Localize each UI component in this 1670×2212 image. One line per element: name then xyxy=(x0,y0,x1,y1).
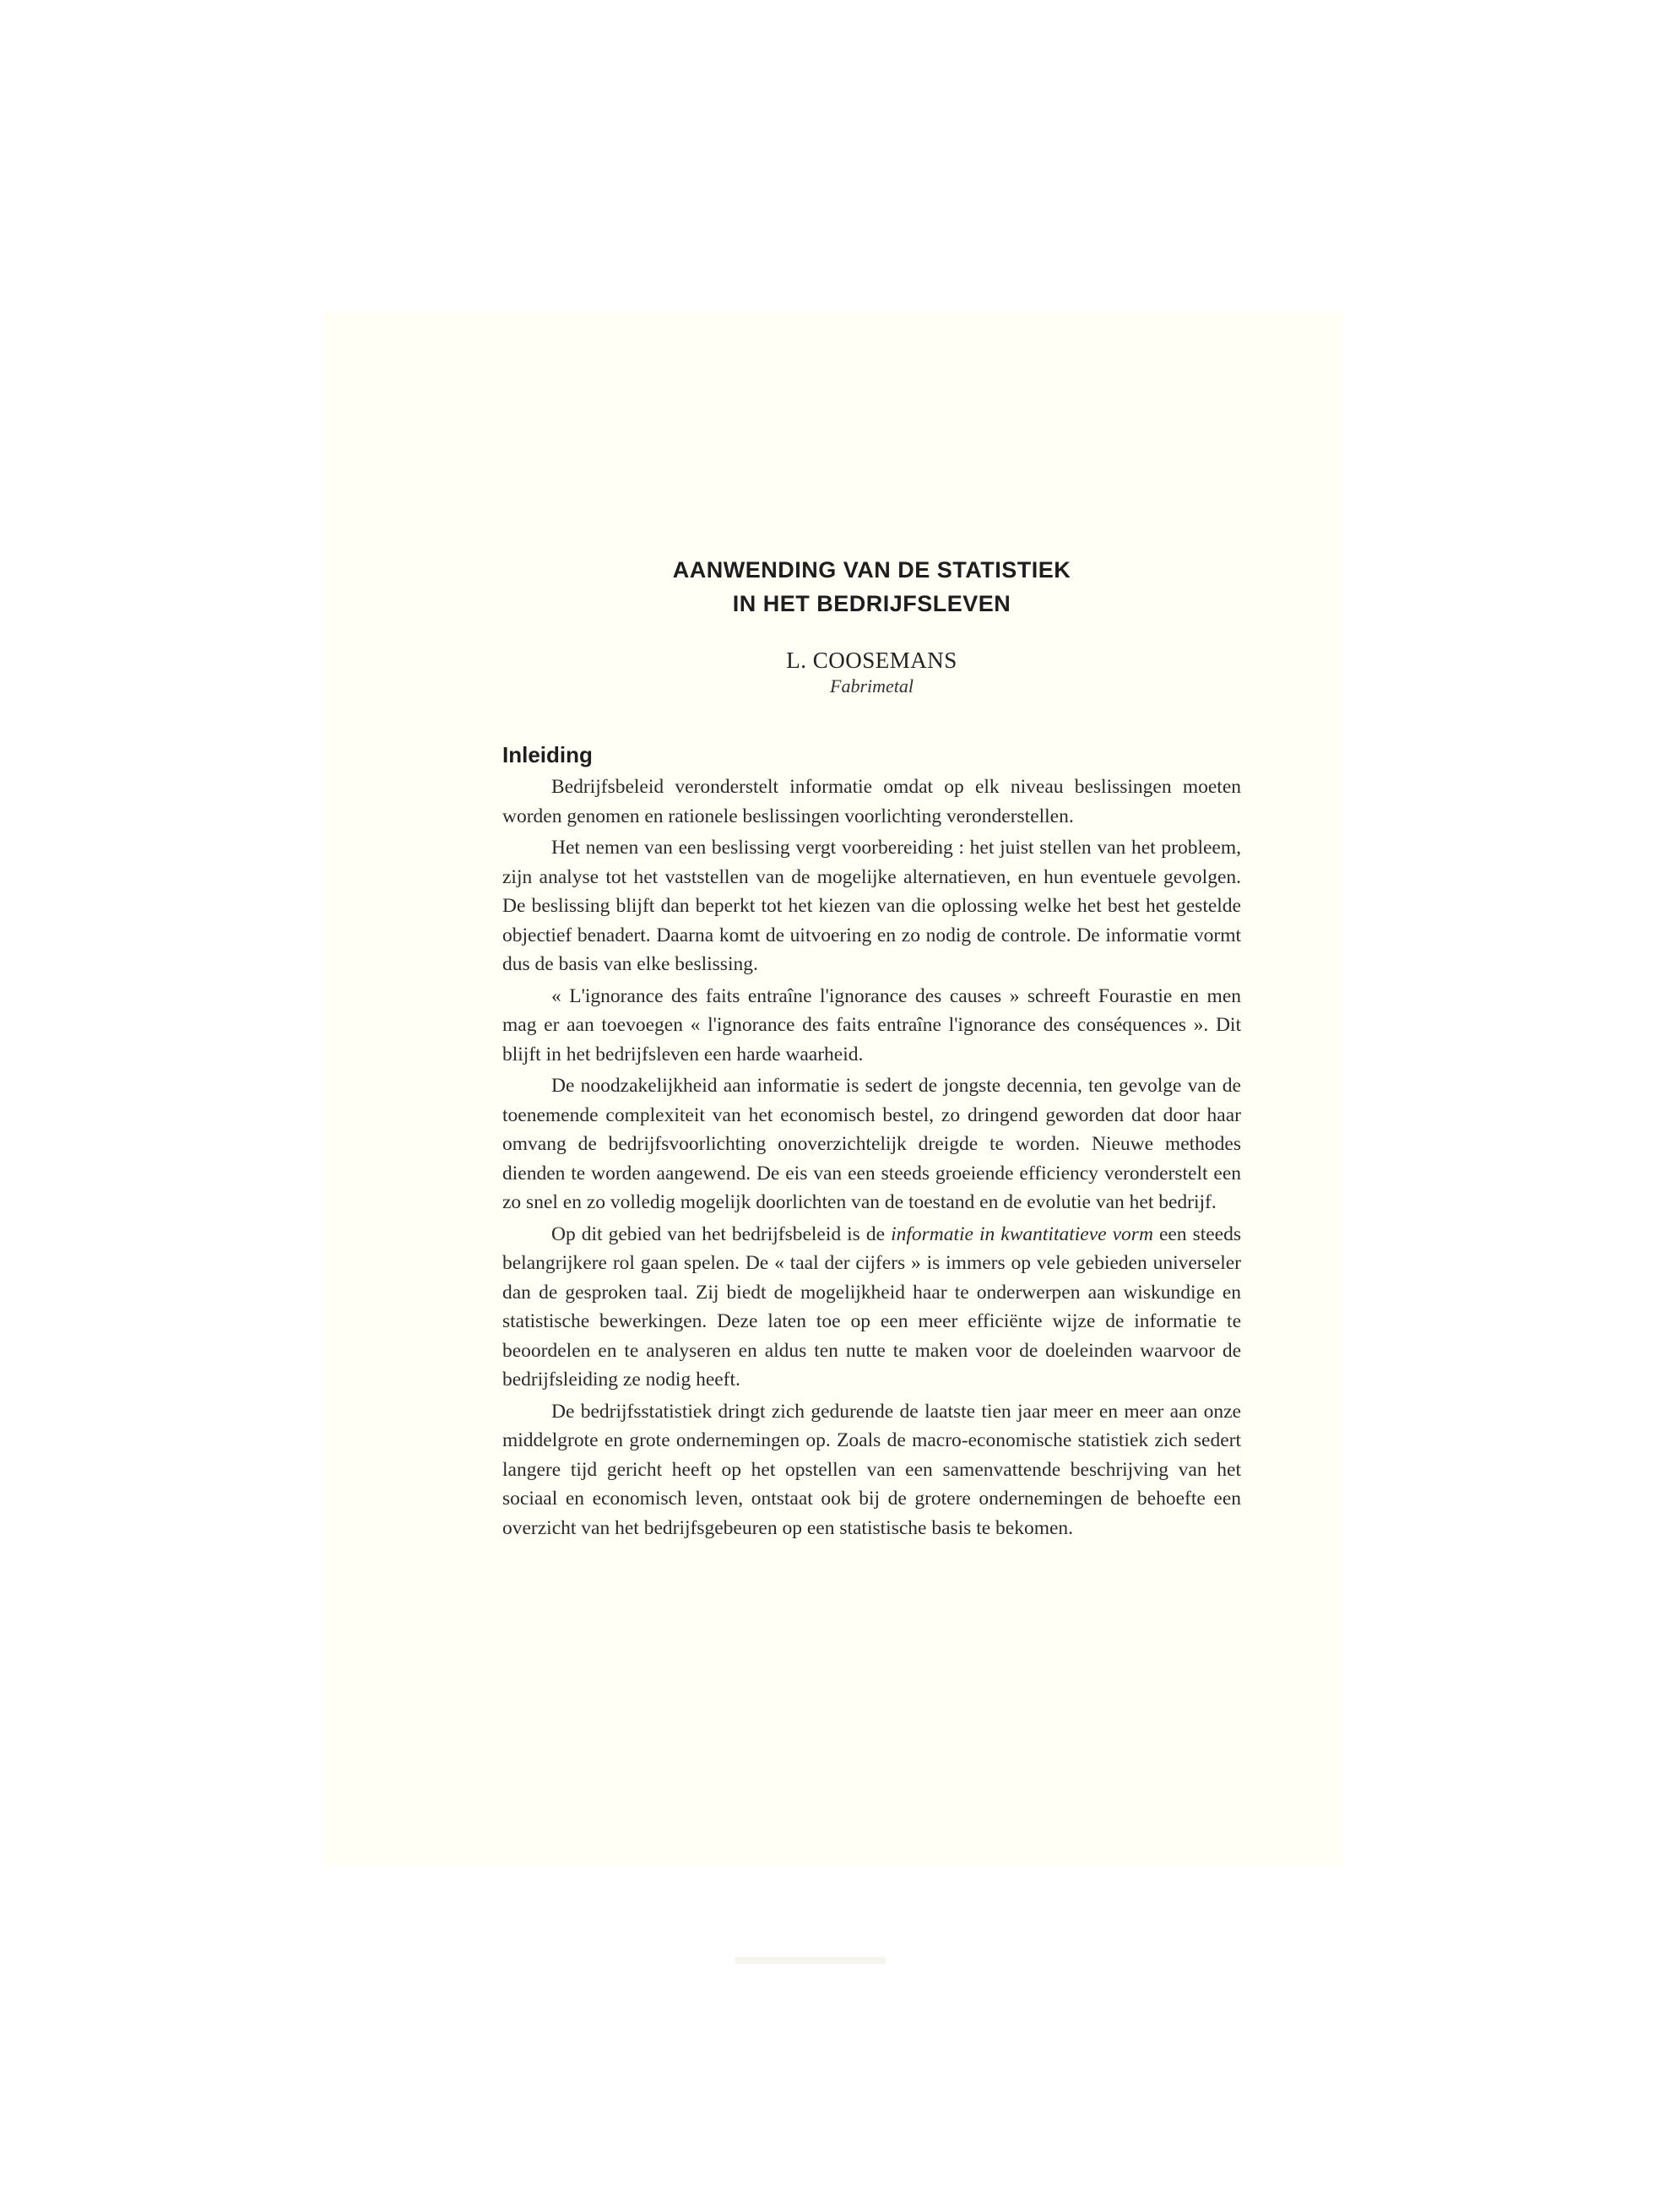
paragraph-4: De noodzakelijkheid aan informatie is sedert de jongste decennia, ten gevolge van de toenemende complexiteit van het economisch bestel, zo dringend geworden dat door haar omvang de bedrijfsvoorlichting onoverzichtelijk dreigde te worden. Nieuwe methodes dienden te worden aangewend. De eis van een steeds groeiende efficiency veronderstelt een zo snel en zo volledig mogelijk doorlichten van de toestand en de evolutie van het bedrijf. xyxy=(502,1075,1241,1213)
paragraph-5-start: Op dit gebied van het bedrijfsbeleid is de xyxy=(551,1223,892,1245)
paragraph-2: Het nemen van een beslissing vergt voorbereiding : het juist stellen van het probleem, zijn analyse tot het vaststellen van de mogelijke alternatieven, en hun eventuele gevolgen. De beslissing blijft dan beperkt tot het kiezen van die oplossing welke het best het gestelde objectief benadert. Daarna komt de uitvoering en zo nodig de controle. De informatie vormt dus de basis van elke beslissing. xyxy=(502,837,1241,975)
paragraph-5-end: een steeds belangrijkere rol gaan spelen. De « taal der cijfers » is immers op vele gebieden universeler dan de gesproken taal. Zij biedt de mogelijkheid haar te onderwerpen aan wiskundige en statistische bewerkingen. Deze laten toe op een meer efficiënte wijze de informatie te beoordelen en te analyseren en aldus ten nutte te maken voor de doeleinden waarvoor de bedrijfsleiding ze nodig heeft. xyxy=(502,1223,1242,1391)
article-title xyxy=(502,553,1241,621)
paragraph-6: De bedrijfsstatistiek dringt zich gedurende de laatste tien jaar meer en meer aan onze middelgrote en grote ondernemingen op. Zoals de macro-economische statistiek zich sedert langere tijd gericht heeft op het opstellen van een samenvattende beschrijving van het sociaal en economisch leven, ontstaat ook bij de grotere ondernemingen de behoefte een overzicht van het bedrijfsgebeuren op een statistische basis te bekomen. xyxy=(502,1400,1241,1539)
author-name: L. COOSEMANS xyxy=(786,648,957,673)
paragraph-3: « L'ignorance des faits entraîne l'ignorance des causes » schreeft Fourastie en men mag er aan toevoegen « l'ignorance des faits entraîne l'ignorance des conséquences ». Dit blijft in het bedrijfsleven een harde waarheid. xyxy=(502,984,1241,1065)
paragraph-1: Bedrijfsbeleid veronderstelt informatie omdat op elk niveau beslissingen moeten worden genomen en rationele beslissingen voorlichting veronderstellen. xyxy=(502,776,1241,827)
paragraph-5-emphasis: informatie in kwantitatieve vorm xyxy=(891,1223,1153,1245)
title-line-1: AANWENDING VAN DE STATISTIEK xyxy=(672,557,1071,583)
paragraph-5 xyxy=(502,1220,1241,1395)
title-line-2: IN HET BEDRIJFSLEVEN xyxy=(732,591,1011,616)
author-affiliation: Fabrimetal xyxy=(830,675,914,697)
section-heading: Inleiding xyxy=(502,742,593,767)
article xyxy=(502,553,1241,1542)
faint-footer-mark xyxy=(735,1957,887,1964)
